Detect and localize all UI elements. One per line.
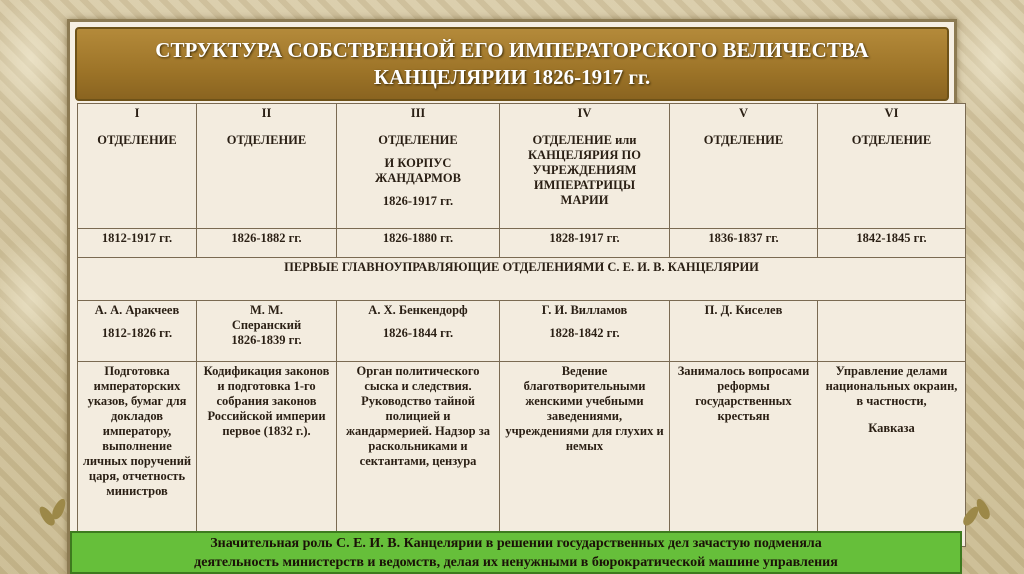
leaf-ornament-left bbox=[50, 497, 68, 521]
head-name: А. Х. Бенкендорф bbox=[368, 303, 468, 317]
head-name: П. Д. Киселев bbox=[704, 303, 783, 317]
years-cell: 1836-1837 гг. bbox=[670, 229, 818, 258]
conclusion-line-2: деятельность министерств и ведомств, делая их ненужными в бюрократической машине управления bbox=[194, 555, 838, 570]
head-years: 1826-1844 гг. bbox=[382, 326, 454, 340]
head-years: 1826-1839 гг. bbox=[231, 333, 302, 347]
head-years: 1812-1826 гг. bbox=[101, 326, 173, 340]
title-line-2: КАНЦЕЛЯРИИ 1826-1917 гг. bbox=[373, 65, 651, 89]
years-cell: 1826-1880 гг. bbox=[337, 229, 500, 258]
years-row bbox=[78, 229, 966, 258]
department-extra: И КОРПУС ЖАНДАРМОВ bbox=[375, 156, 461, 185]
head-years: 1828-1842 гг. bbox=[549, 326, 620, 340]
department-name: ОТДЕЛЕНИЕ bbox=[226, 133, 307, 147]
department-cell-4 bbox=[500, 104, 670, 229]
department-name: ОТДЕЛЕНИЕ bbox=[97, 133, 177, 147]
department-name: ОТДЕЛЕНИЕ bbox=[378, 133, 458, 147]
tasks-cell-6 bbox=[818, 362, 966, 547]
tasks-cell-4: Ведение благотворительными женскими учебными заведениями, учреждениями для глухих и немых bbox=[500, 362, 670, 547]
department-numeral: IV bbox=[577, 106, 592, 120]
heads-row bbox=[78, 301, 966, 362]
first-heads-caption: ПЕРВЫЕ ГЛАВНОУПРАВЛЯЮЩИЕ ОТДЕЛЕНИЯМИ С. Е. И. В. КАНЦЕЛЯРИИ bbox=[78, 258, 966, 301]
head-name: М. М. Сперанский bbox=[231, 303, 302, 332]
department-numeral: VI bbox=[884, 106, 899, 120]
department-numeral: V bbox=[738, 106, 749, 120]
head-cell-4 bbox=[500, 301, 670, 362]
head-cell-6 bbox=[818, 301, 966, 362]
tasks-row bbox=[78, 362, 966, 547]
head-cell-1 bbox=[78, 301, 197, 362]
head-cell-3 bbox=[337, 301, 500, 362]
years-cell: 1812-1917 гг. bbox=[78, 229, 197, 258]
tasks-cell-1: Подготовка императорских указов, бумаг для докладов императору, выполнение личных поручений царя, отчетность министров bbox=[78, 362, 197, 547]
tasks-text: Управление делами национальных окраин, в частности, bbox=[825, 364, 958, 408]
tasks-cell-3: Орган политического сыска и следствия. Руководство тайной полицией и жандармерией. Надзор за раскольниками и сектантами, цензура bbox=[337, 362, 500, 547]
tasks-extra: Кавказа bbox=[868, 421, 915, 435]
department-inner-years: 1826-1917 гг. bbox=[382, 194, 454, 208]
conclusion-line-1: Значительная роль С. Е. И. В. Канцелярии в решении государственных дел зачастую подменяла bbox=[210, 536, 822, 551]
conclusion-banner bbox=[70, 531, 962, 574]
department-name: ОТДЕЛЕНИЕ bbox=[703, 133, 784, 147]
department-name: ОТДЕЛЕНИЕ bbox=[851, 133, 932, 147]
department-numeral: III bbox=[410, 106, 426, 120]
department-cell-6 bbox=[818, 104, 966, 229]
department-numeral: II bbox=[261, 106, 272, 120]
years-cell: 1828-1917 гг. bbox=[500, 229, 670, 258]
title-line-1: СТРУКТУРА СОБСТВЕННОЙ ЕГО ИМПЕРАТОРСКОГО ВЕЛИЧЕСТВА bbox=[155, 38, 869, 62]
head-cell-5 bbox=[670, 301, 818, 362]
department-cell-5 bbox=[670, 104, 818, 229]
department-numeral: I bbox=[134, 106, 140, 120]
tasks-cell-2: Кодификация законов и подготовка 1-го собрания законов Российской империи первое (1832 г.). bbox=[197, 362, 337, 547]
tasks-cell-5: Занималось вопросами реформы государственных крестьян bbox=[670, 362, 818, 547]
title-banner bbox=[75, 27, 949, 101]
first-heads-caption-row bbox=[78, 258, 966, 301]
years-cell: 1842-1845 гг. bbox=[818, 229, 966, 258]
department-cell-3 bbox=[337, 104, 500, 229]
department-cell-1 bbox=[78, 104, 197, 229]
head-name: Г. И. Вилламов bbox=[541, 303, 628, 317]
years-cell: 1826-1882 гг. bbox=[197, 229, 337, 258]
department-header-row bbox=[78, 104, 966, 229]
chancellery-table bbox=[77, 103, 966, 547]
head-name: А. А. Аракчеев bbox=[94, 303, 180, 317]
department-name: ОТДЕЛЕНИЕ или КАНЦЕЛЯРИЯ ПО УЧРЕЖДЕНИЯМ ИМПЕРАТРИЦЫ МАРИИ bbox=[527, 133, 641, 207]
head-cell-2 bbox=[197, 301, 337, 362]
department-cell-2 bbox=[197, 104, 337, 229]
